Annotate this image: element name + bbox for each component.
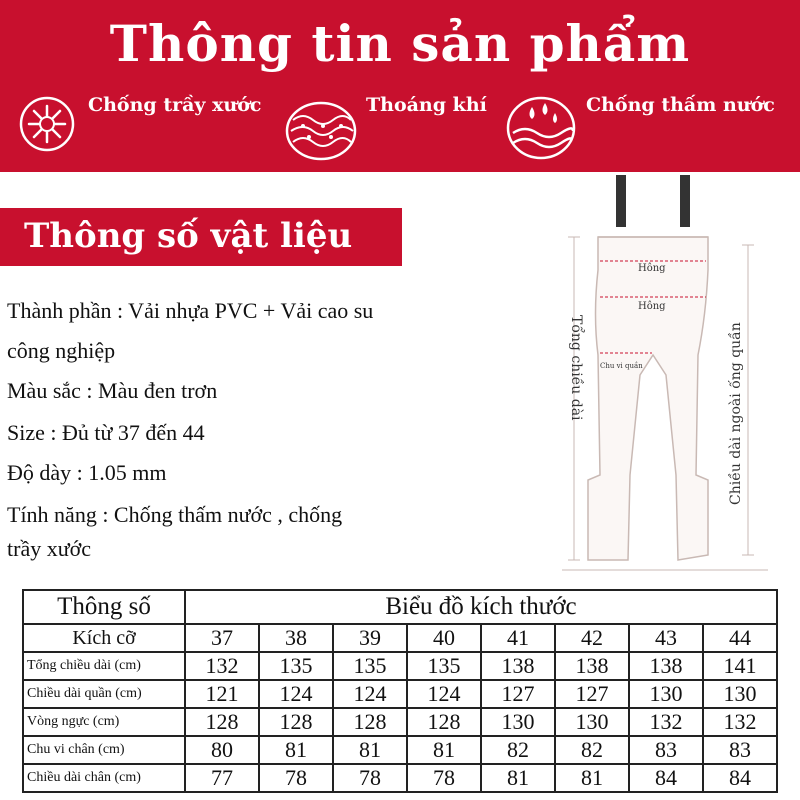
wader-measurement-diagram bbox=[548, 175, 800, 575]
row-label: Chiều dài quần (cm) bbox=[23, 680, 185, 708]
row-label: Chiều dài chân (cm) bbox=[23, 764, 185, 792]
table-cell: 82 bbox=[481, 736, 555, 764]
table-cell: 82 bbox=[555, 736, 629, 764]
section-heading bbox=[0, 208, 402, 266]
spec-composition-cont: công nghiệp bbox=[7, 338, 116, 363]
size-cell: 40 bbox=[407, 624, 481, 652]
diagram-label-hip-2: Hông bbox=[638, 301, 666, 312]
table-cell: 132 bbox=[185, 652, 259, 680]
size-cell: 43 bbox=[629, 624, 703, 652]
table-cell: 81 bbox=[555, 764, 629, 792]
table-cell: 83 bbox=[703, 736, 777, 764]
spec-features: Tính năng : Chống thấm nước , chống bbox=[7, 502, 343, 527]
table-cell: 128 bbox=[407, 708, 481, 736]
header-banner bbox=[0, 0, 800, 172]
table-cell: 81 bbox=[259, 736, 333, 764]
size-cell: 38 bbox=[259, 624, 333, 652]
table-cell: 135 bbox=[407, 652, 481, 680]
spec-color: Màu sắc : Màu đen trơn bbox=[7, 378, 218, 403]
size-cell: 44 bbox=[703, 624, 777, 652]
size-row bbox=[23, 624, 777, 652]
table-cell: 138 bbox=[629, 652, 703, 680]
table-cell: 135 bbox=[259, 652, 333, 680]
diagram-label-outseam: Chiều dài ngoài ống quần bbox=[728, 322, 744, 505]
table-cell: 81 bbox=[333, 736, 407, 764]
table-cell: 141 bbox=[703, 652, 777, 680]
size-cell: 41 bbox=[481, 624, 555, 652]
row-label: Vòng ngực (cm) bbox=[23, 708, 185, 736]
diagram-label-waist: Chu vi quần bbox=[600, 362, 643, 370]
table-cell: 132 bbox=[629, 708, 703, 736]
table-cell: 78 bbox=[259, 764, 333, 792]
size-cell: 42 bbox=[555, 624, 629, 652]
row-label: Tổng chiều dài (cm) bbox=[23, 652, 185, 680]
table-row bbox=[23, 680, 777, 708]
table-cell: 77 bbox=[185, 764, 259, 792]
size-label: Kích cỡ bbox=[23, 624, 185, 652]
table-cell: 130 bbox=[629, 680, 703, 708]
feature-label-waterproof: Chống thấm nước bbox=[586, 94, 775, 116]
size-cell: 39 bbox=[333, 624, 407, 652]
table-cell: 81 bbox=[481, 764, 555, 792]
table-cell: 128 bbox=[185, 708, 259, 736]
size-chart-table bbox=[22, 589, 778, 793]
table-cell: 78 bbox=[333, 764, 407, 792]
diagram-label-hip-1: Hông bbox=[638, 263, 666, 274]
table-cell: 80 bbox=[185, 736, 259, 764]
page-title: Thông tin sản phẩm bbox=[109, 14, 691, 73]
table-cell: 135 bbox=[333, 652, 407, 680]
feature-label-scratch: Chống trầy xước bbox=[88, 94, 262, 116]
row-label: Chu vi chân (cm) bbox=[23, 736, 185, 764]
table-cell: 124 bbox=[259, 680, 333, 708]
table-cell: 130 bbox=[481, 708, 555, 736]
table-row bbox=[23, 764, 777, 792]
section-title: Thông số vật liệu bbox=[24, 216, 353, 256]
table-cell: 128 bbox=[259, 708, 333, 736]
diagram-label-total-length: Tổng chiều dài bbox=[568, 315, 584, 421]
breathable-fabric-icon bbox=[283, 100, 359, 162]
table-cell: 128 bbox=[333, 708, 407, 736]
spec-size: Size : Đủ từ 37 đến 44 bbox=[7, 420, 205, 445]
table-cell: 81 bbox=[407, 736, 481, 764]
spec-thickness: Độ dày : 1.05 mm bbox=[7, 460, 167, 485]
table-cell: 121 bbox=[185, 680, 259, 708]
table-cell: 132 bbox=[703, 708, 777, 736]
table-cell: 124 bbox=[333, 680, 407, 708]
table-cell: 78 bbox=[407, 764, 481, 792]
spec-features-cont: trầy xước bbox=[7, 536, 92, 561]
table-cell: 138 bbox=[481, 652, 555, 680]
table-row bbox=[23, 652, 777, 680]
param-header: Thông số bbox=[23, 590, 185, 624]
table-cell: 127 bbox=[481, 680, 555, 708]
table-cell: 130 bbox=[555, 708, 629, 736]
spec-composition: Thành phần : Vải nhựa PVC + Vải cao su bbox=[7, 298, 374, 323]
table-row bbox=[23, 736, 777, 764]
size-cell: 37 bbox=[185, 624, 259, 652]
table-cell: 138 bbox=[555, 652, 629, 680]
table-header-row bbox=[23, 590, 777, 624]
waterproof-icon bbox=[505, 95, 577, 161]
table-cell: 130 bbox=[703, 680, 777, 708]
table-cell: 84 bbox=[703, 764, 777, 792]
table-row bbox=[23, 708, 777, 736]
table-cell: 124 bbox=[407, 680, 481, 708]
chart-header: Biểu đồ kích thước bbox=[185, 590, 777, 624]
table-cell: 84 bbox=[629, 764, 703, 792]
table-cell: 127 bbox=[555, 680, 629, 708]
feature-label-breathable: Thoáng khí bbox=[366, 94, 487, 116]
scratch-resistant-icon bbox=[17, 94, 77, 154]
table-cell: 83 bbox=[629, 736, 703, 764]
